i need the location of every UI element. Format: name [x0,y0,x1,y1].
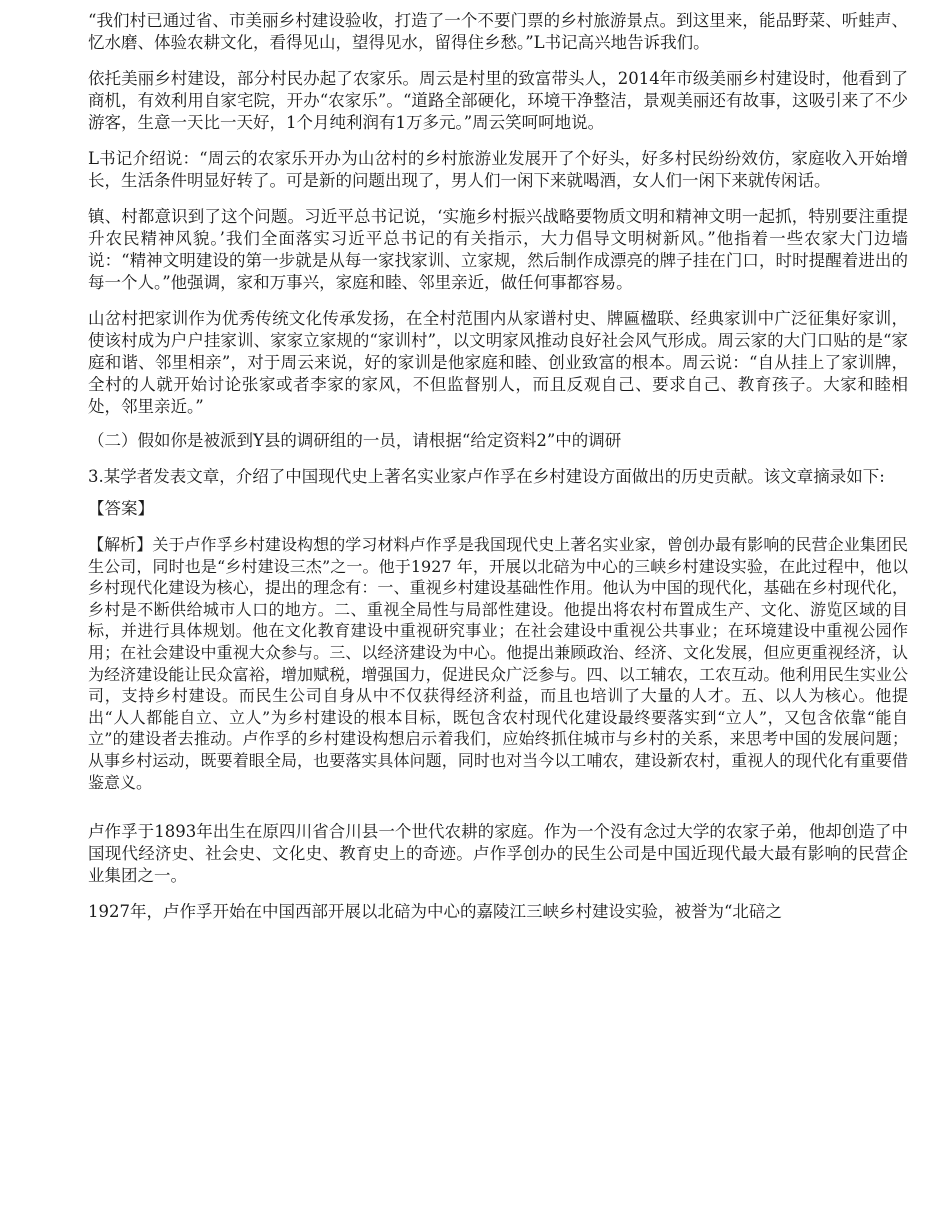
document-page [88,10,908,923]
question-three: 3.某学者发表文章，介绍了中国现代史上著名实业家卢作孚在乡村建设方面做出的历史贡献。该文章摘录如下: [88,467,885,486]
paragraph-lu-zuofu-biography: 卢作孚于1893年出生在原四川省合川县一个世代农耕的家庭。作为一个没有念过大学的农家子弟，他却创造了中国现代经济史、社会史、文化史、教育史上的奇迹。卢作孚创办的民生公司是中国近现代最大最有影响的民营企业集团之一。 [88,822,908,886]
paragraph-family-motto-village: 山岔村把家训作为优秀传统文化传承发扬，在全村范围内从家谱村史、牌匾楹联、经典家训中广泛征集好家训，使该村成为户户挂家训、家家立家规的“家训村”，以文明家风推动良好社会风气形成。周云家的大门口贴的是“家庭和谐、邻里相亲”，对于周云来说，好的家训是他家庭和睦、创业致富的根本。周云说：“自从挂上了家训牌，全村的人就开始讨论张家或者李家的家风，不但监督别人，而且反观自己、要求自己、教育孩子。大家和睦相处，邻里亲近。” [88,309,908,416]
paragraph-secretary-introduction: L书记介绍说：“周云的农家乐开办为山岔村的乡村旅游业发展开了个好头，好多村民纷纷效仿，家庭收入开始增长，生活条件明显好转了。可是新的问题出现了，男人们一闲下来就喝酒，女人们一闲下来就传闲话。 [88,149,908,190]
analysis-paragraph: 【解析】关于卢作孚乡村建设构想的学习材料卢作孚是我国现代史上著名实业家，曾创办最有影响的民营企业集团民生公司，同时也是“乡村建设三杰”之一。他于1927 年，开展以北碚为中心的三峡乡村建设实验，在此过程中，他以乡村现代化建设为核心，提出的理念有：一、重视乡村建设基础性作用。他认为中国的现代化，基础在乡村现代化，乡村是不断供给城市人口的地方。二、重视全局性与局部性建设。他提出将农村布置成生产、文化、游览区域的目标，并进行具体规划。他在文化教育建设中重视研究事业；在社会建设中重视公共事业；在环境建设中重视公园作用；在社会建设中重视大众参与。三、以经济建设为中心。他提出兼顾政治、经济、文化发展，但应更重视经济，认为经济建设能让民众富裕，增加赋税，增强国力，促进民众广泛参与。四、以工辅农，工农互动。他利用民生实业公司，支持乡村建设。而民生公司自身从中不仅获得经济利益，而且也培训了大量的人才。五、以人为核心。他提出“人人都能自立、立人”为乡村建设的根本目标，既包含农村现代化建设最终要落实到“立人”，又包含依靠“能自立”的建设者去推动。卢作孚的乡村建设构想启示着我们，应始终抓住城市与乡村的关系，来思考中国的发展问题；从事乡村运动，既要着眼全局，也要落实具体问题，同时也对当今以工哺农，建设新农村，重视人的现代化有重要借鉴意义。 [88,535,908,792]
paragraph-spiritual-civilization: 镇、村都意识到了这个问题。习近平总书记说，‘实施乡村振兴战略要物质文明和精神文明一起抓，特别要注重提升农民精神风貌。’我们全面落实习近平总书记的有关指示，大力倡导文明树新风。”他指着一些农家大门边墙说：“精神文明建设的第一步就是从每一家找家训、立家规，然后制作成漂亮的牌子挂在门口，时时提醒着进出的每一个人。”他强调，家和万事兴，家庭和睦、邻里亲近，做任何事都容易。 [88,207,908,292]
question-part-two: （二）假如你是被派到Y县的调研组的一员，请根据“给定资料2”中的调研 [88,431,622,450]
paragraph-village-tourism: “我们村已通过省、市美丽乡村建设验收，打造了一个不要门票的乡村旅游景点。到这里来，能品野菜、听蛙声、忆水磨、体验农耕文化，看得见山，望得见水，留得住乡愁。”L书记高兴地告诉我们。 [88,11,908,52]
answer-label: 【答案】 [88,499,154,518]
paragraph-beibei-experiment: 1927年，卢作孚开始在中国西部开展以北碚为中心的嘉陵江三峡乡村建设实验，被誉为“北碚之 [88,902,782,922]
paragraph-farmhouse-restaurant: 依托美丽乡村建设，部分村民办起了农家乐。周云是村里的致富带头人，2014年市级美丽乡村建设时，他看到了商机，有效利用自家宅院，开办“农家乐”。“道路全部硬化，环境干净整洁，景观美丽还有故事，这吸引来了不少游客，生意一天比一天好，1个月纯利润有1万多元。”周云笑呵呵地说。 [88,69,908,132]
